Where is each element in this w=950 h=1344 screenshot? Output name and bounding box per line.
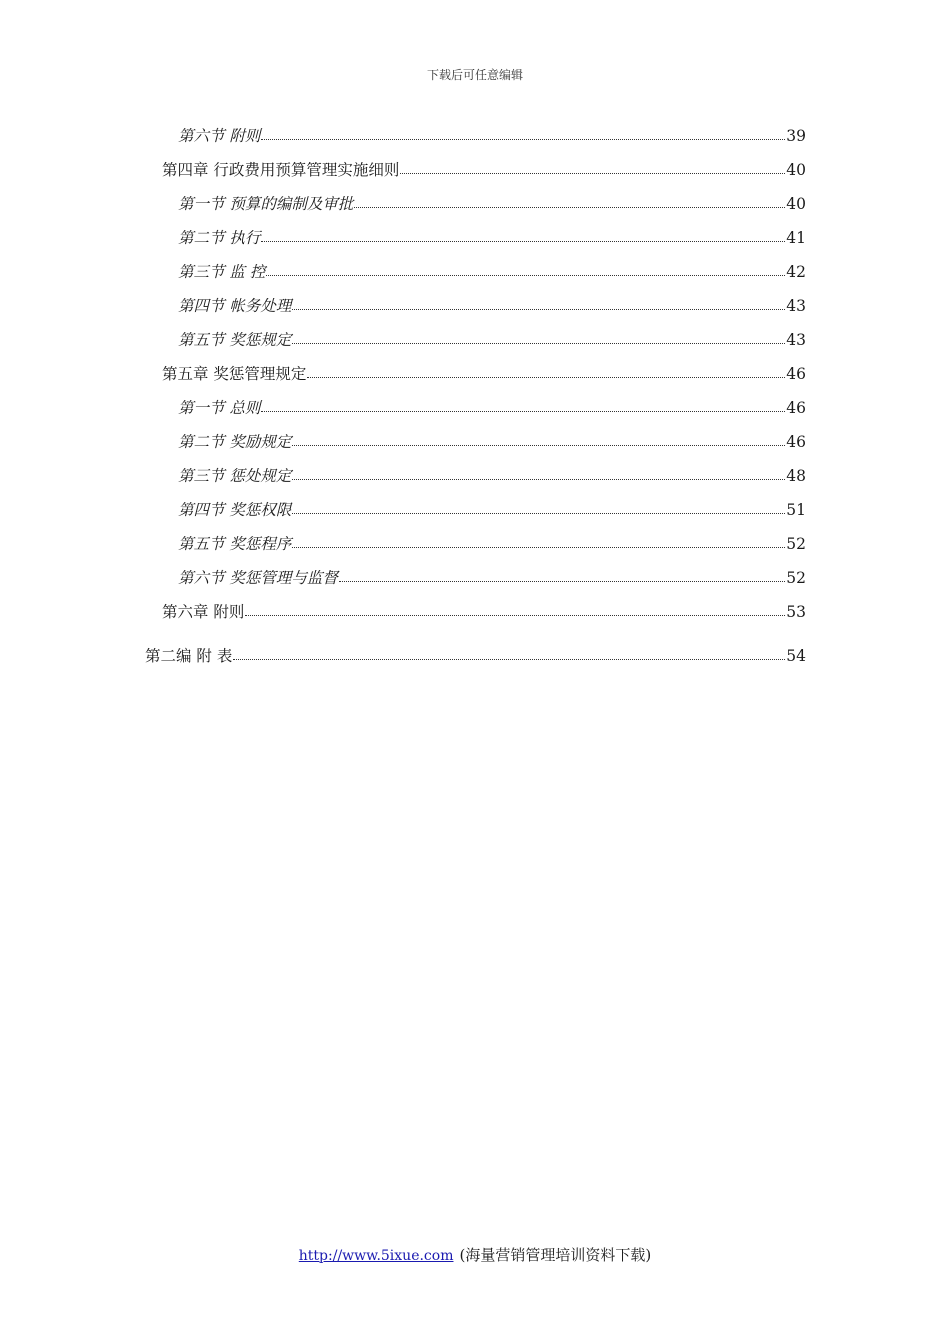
footer-note: (海量营销管理培训资料下载) (459, 1246, 652, 1264)
toc-entry-label: 第五章 奖惩管理规定 (162, 365, 307, 383)
toc-entry[interactable] (178, 260, 806, 284)
toc-entry-label: 第一节 预算的编制及审批 (178, 195, 354, 213)
toc-entry-page: 46 (786, 365, 806, 383)
toc-entry-page: 40 (786, 195, 806, 213)
toc-entry-page: 41 (786, 229, 806, 247)
toc-entry-label: 第二节 奖励规定 (178, 433, 292, 451)
toc-entry-page: 39 (786, 127, 806, 145)
page-header-note: 下载后可任意编辑 (426, 68, 523, 82)
dot-leader (245, 615, 785, 616)
dot-leader (292, 547, 785, 548)
toc-entry[interactable] (178, 294, 806, 318)
toc-entry-page: 42 (786, 263, 806, 281)
toc-entry[interactable] (178, 192, 806, 216)
toc-entry[interactable] (162, 600, 806, 624)
toc-entry[interactable] (178, 498, 806, 522)
toc-entry[interactable] (178, 566, 806, 590)
toc-entry-label: 第六章 附则 (162, 603, 245, 621)
toc-entry[interactable] (178, 430, 806, 454)
toc-entry[interactable] (178, 124, 806, 148)
toc-entry-page: 40 (786, 161, 806, 179)
toc-entry[interactable] (162, 362, 806, 386)
dot-leader (233, 659, 785, 660)
dot-leader (266, 275, 785, 276)
toc-entry-label: 第五节 奖惩规定 (178, 331, 292, 349)
toc-entry-label: 第四节 奖惩权限 (178, 501, 292, 519)
toc-entry[interactable] (178, 328, 806, 352)
toc-entry-label: 第六节 附则 (178, 127, 261, 145)
dot-leader (292, 445, 785, 446)
toc-entry[interactable] (178, 464, 806, 488)
dot-leader (261, 241, 785, 242)
toc-entry-label: 第五节 奖惩程序 (178, 535, 292, 553)
site-link[interactable]: http://www.5ixue.com (298, 1248, 454, 1264)
toc-entry-page: 43 (786, 297, 806, 315)
page-footer (0, 1244, 950, 1265)
toc-entry-label: 第四章 行政费用预算管理实施细则 (162, 161, 400, 179)
toc-entry-label: 第二节 执行 (178, 229, 261, 247)
toc-entry-label: 第六节 奖惩管理与监督 (178, 569, 338, 587)
dot-leader (261, 411, 785, 412)
dot-leader (307, 377, 785, 378)
toc-entry-label: 第三节 惩处规定 (178, 467, 292, 485)
toc-entry-page: 53 (786, 603, 806, 621)
toc-entry-page: 54 (786, 647, 806, 665)
dot-leader (400, 173, 785, 174)
toc-entry-page: 52 (786, 569, 806, 587)
toc-entry-label: 第二编 附 表 (145, 647, 233, 665)
dot-leader (292, 479, 785, 480)
toc-entry[interactable] (178, 532, 806, 556)
toc-entry-page: 46 (786, 399, 806, 417)
toc-entry[interactable] (178, 226, 806, 250)
dot-leader (292, 343, 785, 344)
dot-leader (339, 581, 785, 582)
toc-entry-page: 51 (786, 501, 806, 519)
toc-entry[interactable] (178, 396, 806, 420)
toc-entry-label: 第一节 总则 (178, 399, 261, 417)
toc-entry-page: 46 (786, 433, 806, 451)
toc-entry-page: 43 (786, 331, 806, 349)
toc-entry-label: 第四节 帐务处理 (178, 297, 292, 315)
dot-leader (292, 309, 785, 310)
dot-leader (354, 207, 785, 208)
toc-entry-page: 52 (786, 535, 806, 553)
toc-entry[interactable] (145, 644, 806, 668)
dot-leader (261, 139, 785, 140)
toc-entry-page: 48 (786, 467, 806, 485)
toc-entry-label: 第三节 监 控 (178, 263, 266, 281)
toc-entry[interactable] (162, 158, 806, 182)
dot-leader (292, 513, 785, 514)
